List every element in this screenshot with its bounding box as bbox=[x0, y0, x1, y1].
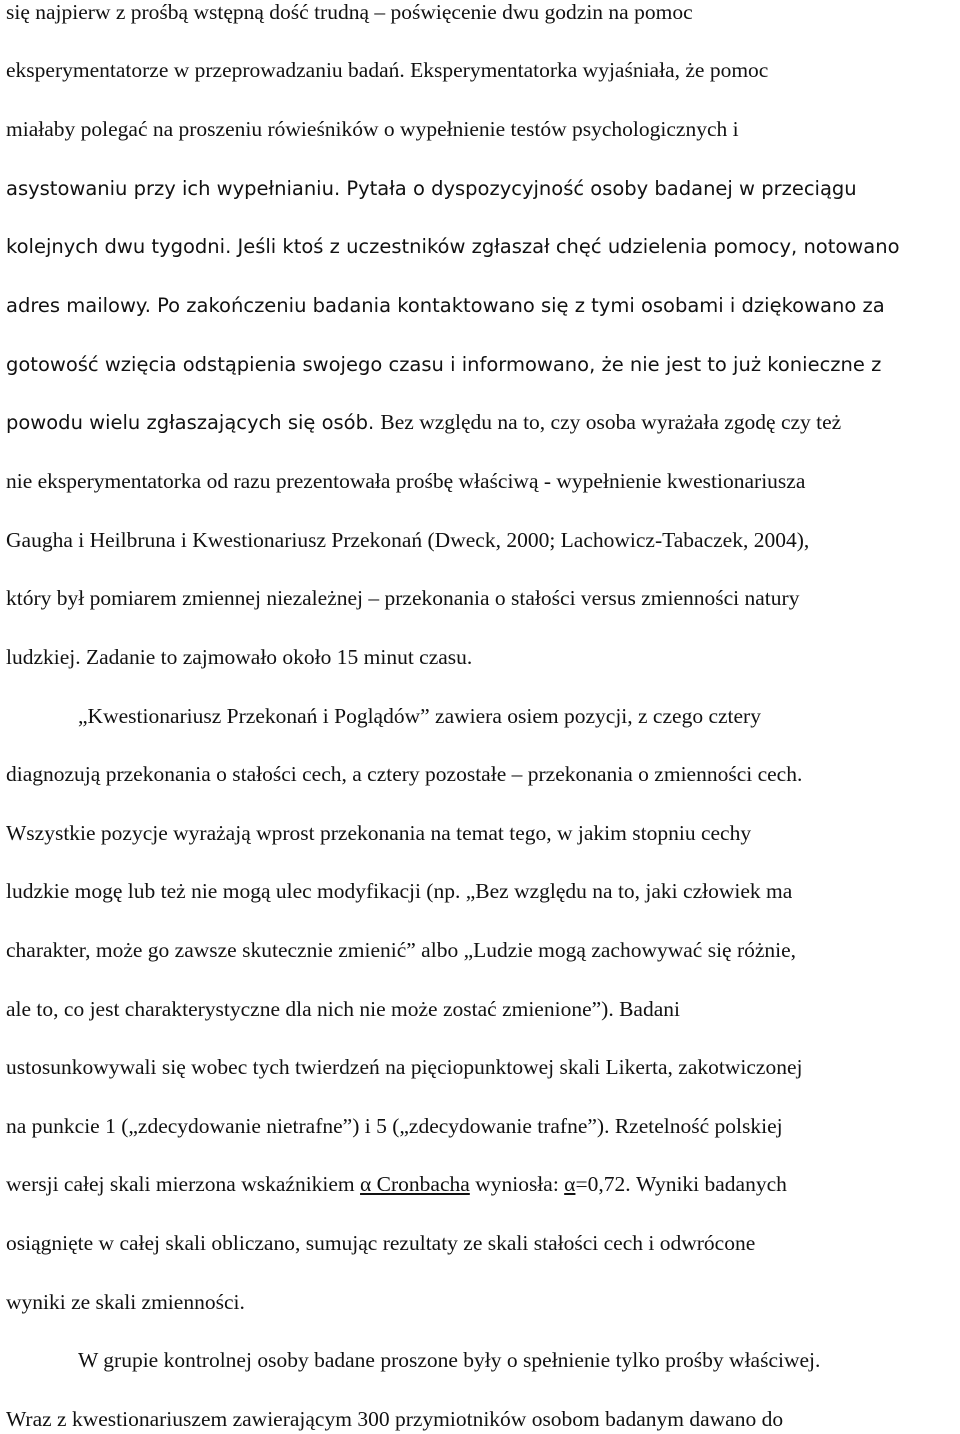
text-segment: Wszystkie pozycje wyrażają wprost przekonania na temat tego, w jakim stopniu cechy bbox=[6, 821, 752, 845]
text-segment: Bez względu na to, czy osoba wyrażała zgodę czy też bbox=[380, 410, 842, 434]
text-line-9 bbox=[6, 467, 805, 495]
text-segment: miałaby polegać na proszeniu rówieśników o wypełnienie testów psychologicznych i bbox=[6, 117, 739, 141]
text-segment: ustosunkowywali się wobec tych twierdzeń na pięciopunktowej skali Likerta, zakotwiczonej bbox=[6, 1055, 803, 1079]
text-segment: ludzkie mogę lub też nie mogą ulec modyfikacji (np. „Bez względu na to, jaki człowiek ma bbox=[6, 879, 793, 903]
text-segment: osiągnięte w całej skali obliczano, sumując rezultaty ze skali stałości cech i odwrócone bbox=[6, 1231, 756, 1255]
text-segment: się najpierw z prośbą wstępną dość trudną – poświęcenie dwu godzin na pomoc bbox=[6, 0, 693, 24]
text-line-11 bbox=[6, 584, 799, 612]
text-segment: diagnozują przekonania o stałości cech, a cztery pozostałe – przekonania o zmienności cech. bbox=[6, 762, 803, 786]
text-line-2 bbox=[6, 56, 768, 84]
text-line-15 bbox=[6, 819, 751, 847]
text-line-16 bbox=[6, 877, 792, 905]
text-segment: =0,72. Wyniki badanych bbox=[575, 1172, 787, 1196]
text-segment: Gaugha i Heilbruna i Kwestionariusz Przekonań (Dweck, 2000; Lachowicz-Tabaczek, 2004), bbox=[6, 528, 810, 552]
text-segment: adres mailowy. Po zakończeniu badania kontaktowano się z tymi osobami i dziękowano za bbox=[6, 294, 885, 317]
text-segment: charakter, może go zawsze skutecznie zmienić” albo „Ludzie mogą zachowywać się różnie, bbox=[6, 938, 797, 962]
text-line-23 bbox=[6, 1288, 245, 1316]
text-line-24 bbox=[78, 1346, 820, 1374]
text-segment: wyniosła: bbox=[469, 1172, 565, 1196]
text-line-25 bbox=[6, 1405, 783, 1433]
text-line-20 bbox=[6, 1112, 783, 1140]
text-segment: Wraz z kwestionariuszem zawierającym 300 przymiotników osobom badanym dawano do bbox=[6, 1407, 784, 1431]
text-segment: wersji całej skali mierzona wskaźnikiem bbox=[6, 1172, 361, 1196]
text-segment: powodu wielu zgłaszających się osób. bbox=[6, 411, 381, 434]
text-segment: „Kwestionariusz Przekonań i Poglądów” zawiera osiem pozycji, z czego cztery bbox=[78, 704, 761, 728]
text-segment: nie eksperymentatorka od razu prezentowała prośbę właściwą - wypełnienie kwestionariusza bbox=[6, 469, 806, 493]
text-segment: wyniki ze skali zmienności. bbox=[6, 1290, 245, 1314]
text-line-17 bbox=[6, 936, 796, 964]
text-line-1 bbox=[6, 0, 693, 26]
text-segment: gotowość wzięcia odstąpienia swojego czasu i informowano, że nie jest to już konieczne z bbox=[6, 353, 882, 376]
underlined-term: α Cronbacha bbox=[360, 1172, 470, 1196]
underlined-term: α bbox=[564, 1172, 576, 1196]
text-segment: eksperymentatorze w przeprowadzaniu badań. Eksperymentatorka wyjaśniała, że pomoc bbox=[6, 58, 769, 82]
text-line-6 bbox=[6, 291, 885, 319]
text-segment: na punkcie 1 („zdecydowanie nietrafne”) i 5 („zdecydowanie trafne”). Rzetelność polskiej bbox=[6, 1114, 783, 1138]
text-line-19 bbox=[6, 1053, 802, 1081]
text-segment: kolejnych dwu tygodni. Jeśli ktoś z uczestników zgłaszał chęć udzielenia pomocy, notowano bbox=[6, 235, 900, 258]
text-segment: ludzkiej. Zadanie to zajmowało około 15 minut czasu. bbox=[6, 645, 473, 669]
text-line-8 bbox=[6, 408, 841, 436]
text-line-12 bbox=[6, 643, 472, 671]
text-segment: asystowaniu przy ich wypełnianiu. bbox=[6, 177, 347, 200]
text-segment: który był pomiarem zmiennej niezależnej – przekonania o stałości versus zmienności natury bbox=[6, 586, 800, 610]
text-line-21 bbox=[6, 1170, 787, 1198]
text-line-5 bbox=[6, 232, 900, 260]
text-segment: W grupie kontrolnej osoby badane proszone były o spełnienie tylko prośby właściwej. bbox=[78, 1348, 821, 1372]
text-line-4 bbox=[6, 174, 857, 202]
text-segment: Pytała o dyspozycyjność osoby badanej w przeciągu bbox=[346, 177, 857, 200]
text-line-13 bbox=[78, 702, 761, 730]
text-line-3 bbox=[6, 115, 739, 143]
text-line-14 bbox=[6, 760, 802, 788]
text-line-22 bbox=[6, 1229, 755, 1257]
text-line-10 bbox=[6, 526, 809, 554]
text-line-7 bbox=[6, 350, 881, 378]
text-segment: ale to, co jest charakterystyczne dla nich nie może zostać zmienione”). Badani bbox=[6, 997, 680, 1021]
text-line-18 bbox=[6, 995, 680, 1023]
